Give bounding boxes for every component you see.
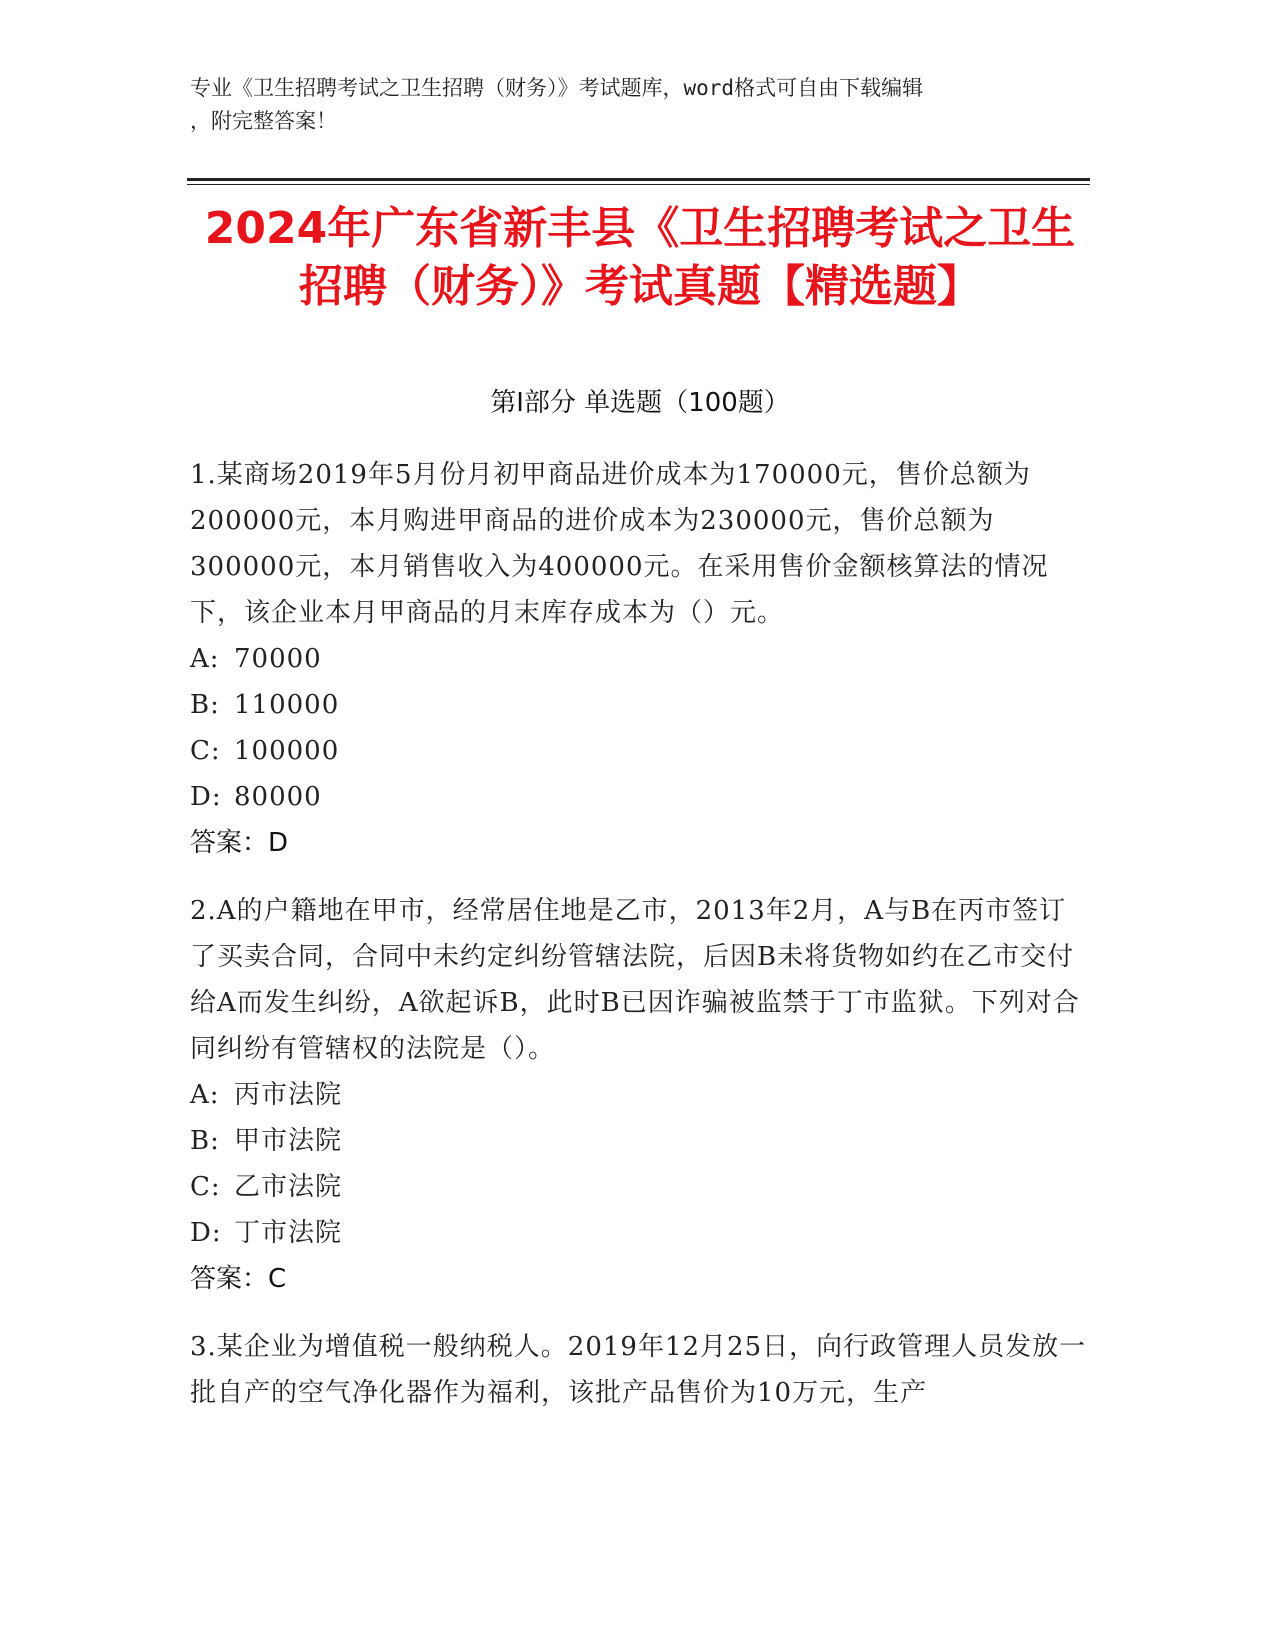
document-title-line1: 2024年广东省新丰县《卫生招聘考试之卫生: [204, 203, 1076, 254]
option-text: 110000: [234, 690, 340, 720]
option-text: 乙市法院: [234, 1172, 343, 1202]
section-heading: 第Ⅰ部分 单选题（100题）: [490, 388, 790, 418]
option-letter: D:: [190, 1218, 222, 1248]
option-b: [190, 682, 1090, 728]
option-a: [190, 636, 1090, 682]
question-2: [190, 888, 1090, 1302]
header-divider-thin: [187, 184, 1090, 185]
header-note-line2: ，附完整答案！: [190, 109, 337, 133]
option-text: 甲市法院: [234, 1126, 343, 1156]
option-d: [190, 1210, 1090, 1256]
document-title: [160, 200, 1120, 316]
option-b: [190, 1118, 1090, 1164]
question-3: [190, 1324, 1090, 1416]
answer-label: 答案：C: [190, 1264, 287, 1294]
question-stem: 2.A的户籍地在甲市，经常居住地是乙市，2013年2月，A与B在丙市签订了买卖合同，合同中未约定纠纷管辖法院，后因B未将货物如约在乙市交付给A而发生纠纷，A欲起诉B，此时B已因诈骗被监禁于丁市监狱。下列对合同纠纷有管辖权的法院是（）。: [190, 896, 1080, 1064]
header-note: [190, 72, 1090, 138]
option-text: 70000: [234, 644, 322, 674]
option-text: 丙市法院: [234, 1080, 343, 1110]
option-a: [190, 1072, 1090, 1118]
header-note-line1: 专业《卫生招聘考试之卫生招聘（财务）》考试题库，word格式可自由下载编辑: [190, 76, 924, 100]
option-letter: A:: [190, 1080, 220, 1110]
option-letter: D:: [190, 782, 222, 812]
question-stem: 3.某企业为增值税一般纳税人。2019年12月25日，向行政管理人员发放一批自产的空气净化器作为福利，该批产品售价为10万元，生产: [190, 1332, 1087, 1408]
answer-label: 答案：D: [190, 828, 289, 858]
option-letter: B:: [190, 690, 220, 720]
option-c: [190, 1164, 1090, 1210]
question-1: [190, 452, 1090, 866]
option-letter: B:: [190, 1126, 220, 1156]
header-divider-thick: [187, 178, 1090, 181]
option-text: 丁市法院: [234, 1218, 343, 1248]
option-letter: C:: [190, 736, 221, 766]
option-letter: A:: [190, 644, 220, 674]
option-text: 100000: [234, 736, 340, 766]
document-title-line2: 招聘（财务）》考试真题【精选题】: [299, 261, 981, 312]
option-c: [190, 728, 1090, 774]
question-stem: 1.某商场2019年5月份月初甲商品进价成本为170000元，售价总额为200000元，本月购进甲商品的进价成本为230000元，售价总额为300000元，本月销售收入为400000元。在采用售价金额核算法的情况下，该企业本月甲商品的月末库存成本为（）元。: [190, 460, 1049, 628]
option-text: 80000: [234, 782, 322, 812]
option-d: [190, 774, 1090, 820]
option-letter: C:: [190, 1172, 221, 1202]
